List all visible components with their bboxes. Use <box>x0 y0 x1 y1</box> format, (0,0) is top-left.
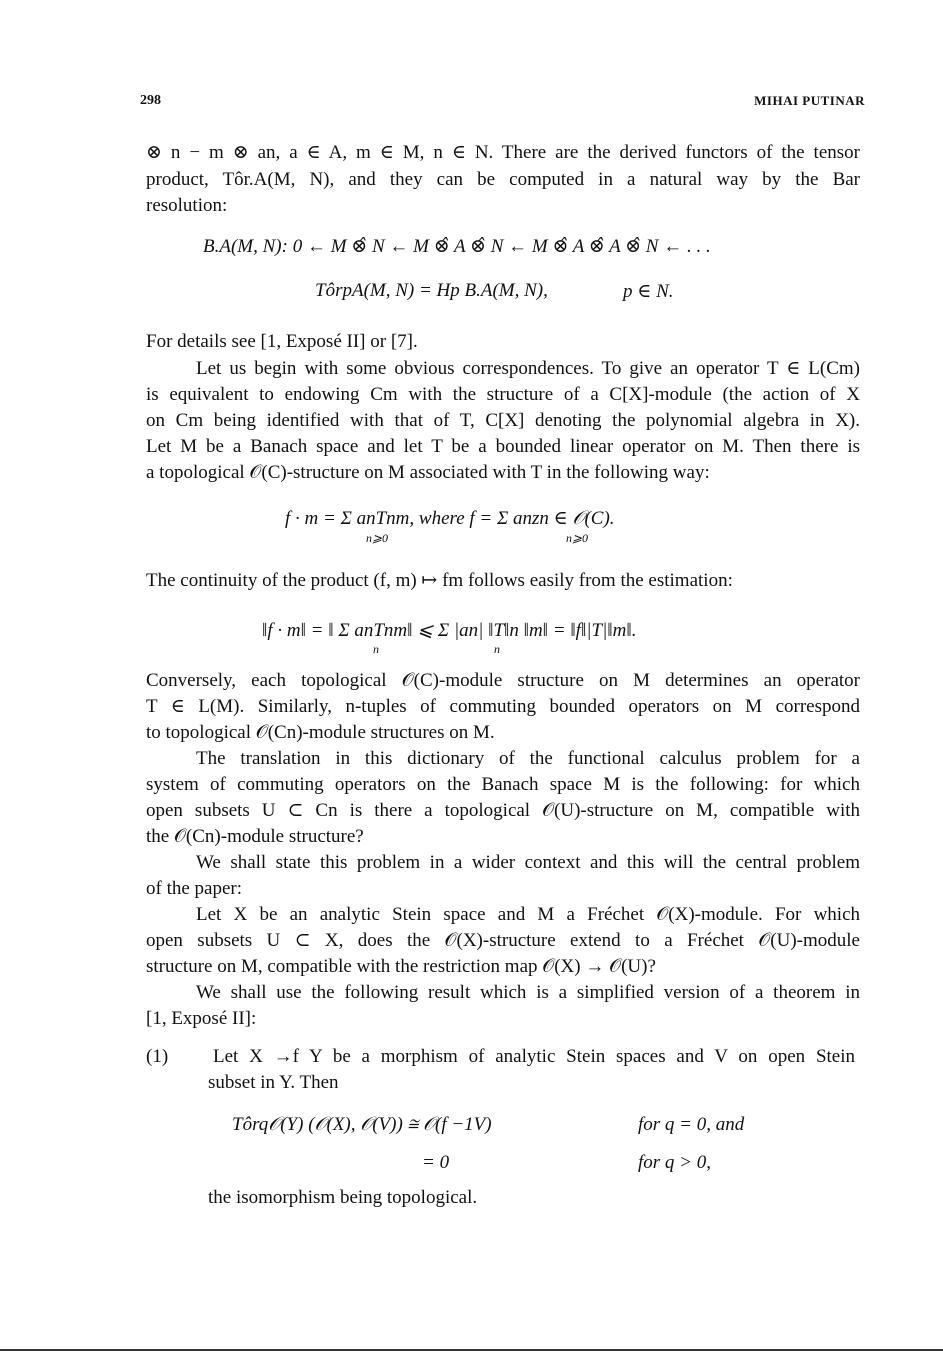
text-line: The continuity of the product (f, m) ↦ fm follows easily from the estimation: <box>146 570 733 591</box>
text-line: a topological 𝒪(C)-structure on M associated with T in the following way: <box>146 462 710 483</box>
summation-index: n <box>373 642 379 656</box>
text-line: Let us begin with some obvious correspondences. To give an operator T ∈ L(Cm) <box>196 358 860 379</box>
page-number: 298 <box>140 93 161 108</box>
text-line: For details see [1, Exposé II] or [7]. <box>146 331 418 352</box>
text-line: resolution: <box>146 195 228 216</box>
text-line: the isomorphism being topological. <box>208 1187 478 1208</box>
text-line: Conversely, each topological 𝒪(C)-module structure on M determines an operator <box>146 670 860 691</box>
text-line: product, Tôr.A(M, N), and they can be computed in a natural way by the Bar <box>146 169 860 190</box>
equation-bar-resolution: B.A(M, N): 0 ← M ⊗̂ N ← M ⊗̂ A ⊗̂ N ← M ⊗̂ A ⊗̂ A ⊗̂ N ← . . . <box>203 236 711 257</box>
equation-tor-condition: p ∈ N. <box>623 281 674 302</box>
text-line: open subsets U ⊂ Cn is there a topological 𝒪(U)-structure on M, compatible with <box>146 800 860 821</box>
summation-index: n <box>494 642 500 656</box>
text-line: to topological 𝒪(Cn)-module structures on M. <box>146 722 495 743</box>
text-line: Let X be an analytic Stein space and M a Fréchet 𝒪(X)-module. For which <box>196 904 860 925</box>
running-head: MIHAI PUTINAR <box>754 93 865 108</box>
summation-index: n⩾0 <box>366 531 389 545</box>
text-line: is equivalent to endowing Cm with the structure of a C[X]-module (the action of X <box>146 384 860 405</box>
equation-module-action: f · m = Σ anTnm, where f = Σ anzn ∈ 𝒪(C). <box>285 508 615 529</box>
text-line: Let M be a Banach space and let T be a bounded linear operator on M. Then there is <box>146 436 860 457</box>
equation-condition: for q > 0, <box>638 1152 711 1173</box>
text-line: We shall use the following result which is a simplified version of a theorem in <box>196 982 860 1003</box>
equation-estimation: ‖f · m‖ = ‖ Σ anTnm‖ ⩽ Σ |an| ‖T‖n ‖m‖ = ‖f‖|T|‖m‖. <box>262 620 637 641</box>
equation-condition: for q = 0, and <box>638 1114 745 1135</box>
text-line: system of commuting operators on the Banach space M is the following: for which <box>146 774 860 795</box>
text-line: structure on M, compatible with the restriction map 𝒪(X) → 𝒪(U)? <box>146 956 656 977</box>
text-line: We shall state this problem in a wider context and this will the central problem <box>196 852 860 873</box>
equation-tor-isomorphism: Tôrq𝒪(Y) (𝒪(X), 𝒪(V)) ≅ 𝒪(f −1V) <box>232 1114 492 1135</box>
summation-index: n⩾0 <box>566 531 589 545</box>
text-line: open subsets U ⊂ X, does the 𝒪(X)-structure extend to a Fréchet 𝒪(U)-module <box>146 930 860 951</box>
equation-zero: = 0 <box>422 1152 450 1173</box>
text-line: on Cm being identified with that of T, C[X] denoting the polynomial algebra in X). <box>146 410 860 431</box>
text-line: subset in Y. Then <box>208 1072 339 1093</box>
text-line: the 𝒪(Cn)-module structure? <box>146 826 364 847</box>
equation-tor-definition: TôrpA(M, N) = Hp B.A(M, N), <box>315 280 548 301</box>
text-line: T ∈ L(M). Similarly, n-tuples of commuting bounded operators on M correspond <box>146 696 860 717</box>
text-line: of the paper: <box>146 878 243 899</box>
text-line: [1, Exposé II]: <box>146 1008 257 1029</box>
item-number: (1) <box>146 1046 169 1067</box>
text-line: The translation in this dictionary of the functional calculus problem for a <box>196 748 860 769</box>
text-line: ⊗ n − m ⊗ an, a ∈ A, m ∈ M, n ∈ N. There are the derived functors of the tensor <box>146 142 860 163</box>
text-line: Let X →f Y be a morphism of analytic Stein spaces and V on open Stein <box>213 1046 855 1067</box>
